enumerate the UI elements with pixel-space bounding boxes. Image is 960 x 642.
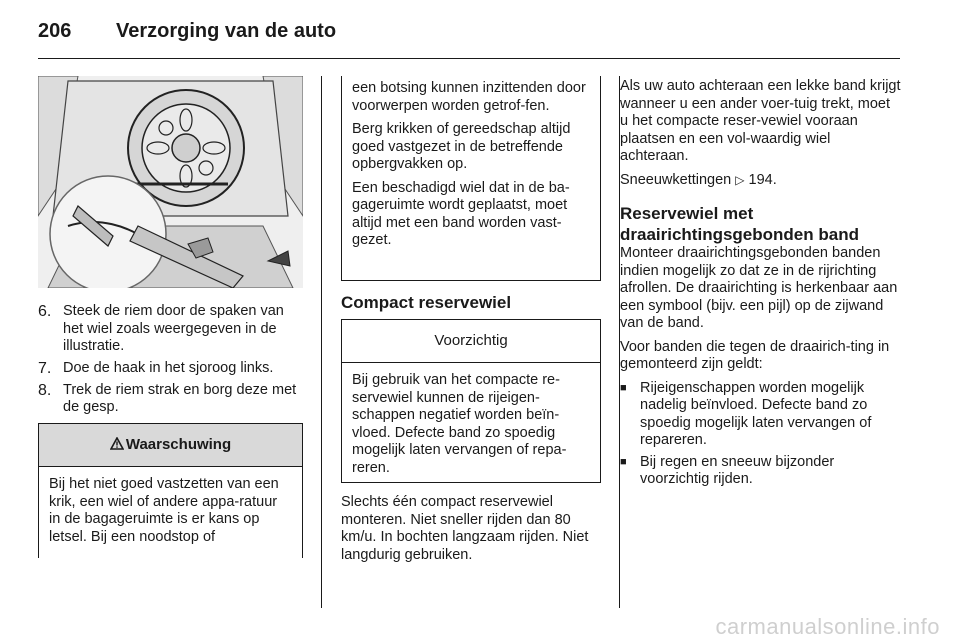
bullet-text: Rijeigenschappen worden mogelijk nadelig beïnvloed. Defecte band zo spoedig mogelijk laten vervangen of repareren. <box>640 379 872 448</box>
list-item <box>620 454 902 489</box>
warning-cont-paragraph: Een beschadigd wiel dat in de ba-gageruimte wordt geplaatst, moet altijd met een band worden vast-gezet. <box>352 179 570 248</box>
directional-paragraph-1: Monteer draairichtingsgebonden banden indien mogelijk zo dat ze in de rijrichting afrollen. De draairichting is herkenbaar aan een symbool (bijv. een pijl) op de zijwand van de band. <box>620 245 898 331</box>
page-title: Verzorging van de auto <box>116 20 337 42</box>
warning-title: Waarschuwing <box>125 436 232 453</box>
header-rule <box>38 58 900 59</box>
warning-box-continued <box>341 76 601 281</box>
directional-spare-heading: Reservewiel met draairichtingsgebonden band <box>620 204 859 244</box>
warning-cont-paragraph: Berg krikken of gereedschap altijd goed vastgezet in de betreffende opbergvakken op. <box>352 121 571 172</box>
page-number: 206 <box>38 20 72 42</box>
caution-text: Bij gebruik van het compacte re-servewiel kunnen de rijeigen-schappen negatief worden beïn-vloed. Defecte band zo spoedig mogelijk laten vervangen of repa-reren. <box>352 372 567 476</box>
step-number: 7. <box>38 359 52 377</box>
compact-spare-paragraph: Slechts één compact reservewiel monteren. Niet sneller rijden dan 80 km/u. In bochten langzaam rijden. Niet langdurig gebruiken. <box>341 494 589 563</box>
step-item <box>38 303 304 356</box>
step-number: 6. <box>38 303 52 320</box>
list-item <box>620 380 902 450</box>
step-item <box>38 382 304 417</box>
reference-arrow-icon: ▷ <box>735 172 745 187</box>
warning-triangle-icon <box>110 424 124 466</box>
compact-spare-heading: Compact reservewiel <box>341 293 512 312</box>
step-number: 8. <box>38 381 52 399</box>
warning-header <box>39 424 302 467</box>
tow-paragraph: Als uw auto achteraan een lekke band krijgt wanneer u een ander voer-tuig trekt, moet u het compacte reser-vewiel vooraan plaatsen en een vol-waardig wiel achteraan. <box>620 78 901 164</box>
spare-wheel-illustration <box>38 76 303 288</box>
watermark: carmanualsonline.info <box>715 614 940 639</box>
snow-chains-reference <box>620 172 902 190</box>
step-item <box>38 360 304 378</box>
step-text: Doe de haak in het sjoroog links. <box>63 359 274 376</box>
caution-header: Voorzichtig <box>342 320 600 363</box>
snow-chains-page: 194. <box>748 171 777 188</box>
directional-paragraph-2: Voor banden die tegen de draairich-ting in gemonteerd zijn geldt: <box>620 338 890 372</box>
step-text: Steek de riem door de spaken van het wiel zoals weergegeven in de illustratie. <box>63 303 284 354</box>
instruction-steps <box>38 303 304 421</box>
column-divider-left <box>321 76 322 608</box>
bullet-square-icon: ■ <box>620 381 627 394</box>
warning-cont-paragraph: een botsing kunnen inzittenden door voorwerpen worden getrof-fen. <box>352 80 586 114</box>
bullet-square-icon: ■ <box>620 455 627 468</box>
warning-text: Bij het niet goed vastzetten van een krik, een wiel of andere appa-ratuur in de bagageruimte is er kans op letsel. Bij een noodstop of <box>49 476 279 545</box>
bullet-text: Bij regen en sneeuw bijzonder voorzichtig rijden. <box>640 453 835 487</box>
snow-chains-label: Sneeuwkettingen <box>620 171 732 188</box>
step-text: Trek de riem strak en borg deze met de gesp. <box>63 381 297 415</box>
caution-box <box>341 319 601 483</box>
warning-box <box>38 423 303 558</box>
